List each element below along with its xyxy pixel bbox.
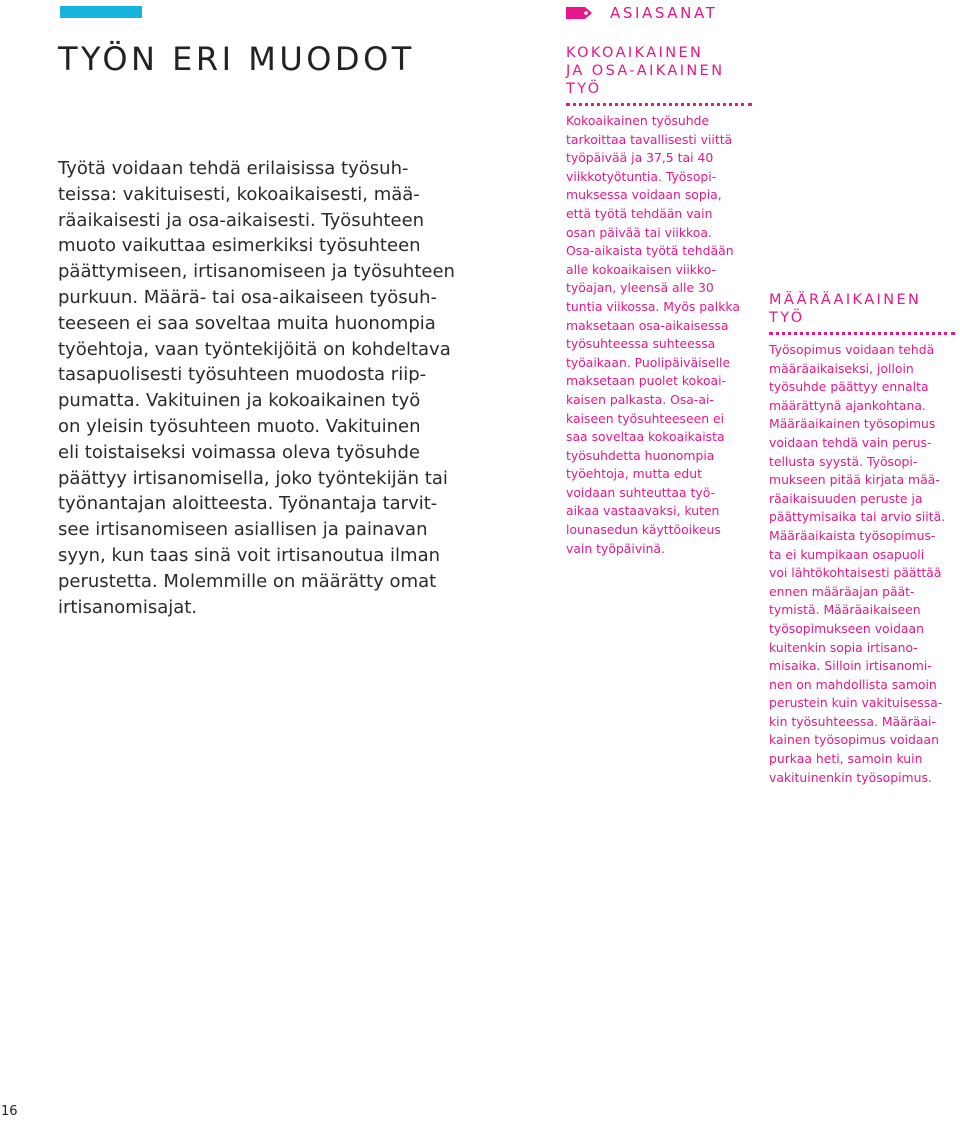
text-line: tarkoittaa tavallisesti viittä — [566, 131, 733, 147]
text-line: irtisanomisajat. — [58, 596, 198, 618]
page-number: 16 — [1, 1104, 18, 1119]
text-line: purkaa heti, samoin kuin — [769, 751, 923, 767]
text-line: maksetaan osa-aikaisessa — [566, 317, 729, 333]
text-line: perustetta. Molemmille on määrätty omat — [58, 570, 437, 592]
text-line: teissa: vakituisesti, kokoaikaisesti, mää- — [58, 183, 420, 205]
text-line: on yleisin työsuhteen muoto. Vakituinen — [58, 415, 421, 437]
text-line: Määräaikainen työsopimus — [769, 416, 936, 432]
text-line: TYÖ — [566, 81, 602, 97]
dotted-divider — [769, 332, 955, 335]
sidebar-heading — [566, 44, 756, 98]
text-line: maksetaan puolet kokoai- — [566, 373, 727, 389]
tag-icon — [566, 7, 592, 19]
text-line: räaikaisuuden peruste ja — [769, 490, 923, 506]
text-line: JA OSA-AIKAINEN — [566, 63, 725, 79]
text-line: työpäivää ja 37,5 tai 40 — [566, 150, 714, 166]
text-line: työsopimukseen voidaan — [769, 620, 924, 636]
page-title: TYÖN ERI MUODOT — [58, 40, 415, 78]
text-line: työnantajan aloitteesta. Työnantaja tarvit- — [58, 493, 438, 515]
sidebar-text — [566, 112, 756, 558]
text-line: päättyy irtisanomisella, joko työntekijän tai — [58, 467, 448, 489]
text-line: misaika. Silloin irtisanomi- — [769, 658, 932, 674]
section-label: ASIASANAT — [610, 4, 718, 22]
text-line: tuntia viikossa. Myös palkka — [566, 298, 740, 314]
text-line: lounasedun käyttöoikeus — [566, 522, 721, 538]
text-line: mukseen pitää kirjata mää- — [769, 472, 940, 488]
text-line: purkuun. Määrä- tai osa-aikaiseen työsuh- — [58, 286, 437, 308]
text-line: työaikaan. Puolipäiväiselle — [566, 354, 731, 370]
text-line: muoto vaikuttaa esimerkiksi työsuhteen — [58, 235, 421, 257]
text-line: ta ei kumpikaan osapuoli — [769, 546, 925, 562]
text-line: räaikaisesti ja osa-aikaisesti. Työsuhteen — [58, 209, 425, 231]
sidebar-heading — [769, 291, 957, 327]
section-header — [566, 2, 717, 24]
text-line: voidaan tehdä vain perus- — [769, 434, 932, 450]
text-line: alle kokoaikaisen viikko- — [566, 261, 716, 277]
text-line: Kokoaikainen työsuhde — [566, 113, 710, 128]
text-line: voi lähtökohtaisesti päättää — [769, 565, 942, 581]
text-line: aikaa vastaavaksi, kuten — [566, 503, 720, 519]
text-line: päättymiseen, irtisanomiseen ja työsuhteen — [58, 261, 455, 283]
text-line: Määräaikaista työsopimus- — [769, 527, 936, 543]
text-line: MÄÄRÄAIKAINEN — [769, 292, 922, 308]
text-line: Osa-aikaista työtä tehdään — [566, 243, 734, 259]
text-line: määrättynä ajankohtana. — [769, 397, 926, 413]
text-line: Työtä voidaan tehdä erilaisissa työsuh- — [58, 158, 409, 179]
text-line: kaisen palkasta. Osa-ai- — [566, 391, 714, 407]
text-line: saa soveltaa kokoaikaista — [566, 429, 725, 445]
text-line: kainen työsopimus voidaan — [769, 732, 939, 748]
dotted-divider — [566, 103, 752, 106]
sidebar-text — [769, 341, 957, 787]
text-line: viikkotyötuntia. Työsopi- — [566, 168, 717, 184]
text-line: työajan, yleensä alle 30 — [566, 280, 714, 296]
text-line: pumatta. Vakituinen ja kokoaikainen työ — [58, 390, 421, 412]
text-line: muksessa voidaan sopia, — [566, 187, 722, 203]
text-line: kin työsuhteessa. Määräai- — [769, 713, 936, 729]
text-line: eli toistaiseksi voimassa oleva työsuhde — [58, 441, 420, 463]
text-line: että työtä tehdään vain — [566, 205, 713, 221]
text-line: osan päivää tai viikkoa. — [566, 224, 712, 240]
text-line: tellusta syystä. Työsopi- — [769, 453, 918, 469]
text-line: perustein kuin vakituisessa- — [769, 695, 943, 711]
text-line: TYÖ — [769, 310, 805, 326]
main-body-text — [58, 156, 455, 620]
text-line: syyn, kun taas sinä voit irtisanoutua ilman — [58, 544, 441, 566]
text-line: kaiseen työsuhteeseen ei — [566, 410, 725, 426]
text-line: päättymisaika tai arvio siitä. — [769, 509, 946, 525]
sidebar-full-time — [566, 44, 756, 558]
accent-bar — [60, 6, 142, 18]
sidebar-fixed-term — [769, 291, 957, 787]
text-line: työehtoja, vaan työntekijöitä on kohdeltava — [58, 338, 451, 360]
text-line: vain työpäivinä. — [566, 540, 665, 556]
text-line: määräaikaiseksi, jolloin — [769, 360, 914, 376]
text-line: see irtisanomiseen asiallisen ja painavan — [58, 519, 428, 541]
text-line: työsuhdetta huonompia — [566, 447, 715, 463]
text-line: kuitenkin sopia irtisano- — [769, 639, 918, 655]
text-line: voidaan suhteuttaa työ- — [566, 484, 716, 500]
text-line: Työsopimus voidaan tehdä — [769, 342, 935, 357]
text-line: työsuhde päättyy ennalta — [769, 379, 929, 395]
text-line: vakituinenkin työsopimus. — [769, 769, 932, 785]
text-line: ennen määräajan päät- — [769, 583, 915, 599]
text-line: työsuhteessa suhteessa — [566, 336, 716, 352]
text-line: nen on mahdollista samoin — [769, 676, 937, 692]
text-line: työehtoja, mutta edut — [566, 466, 702, 482]
text-line: tasapuolisesti työsuhteen muodosta riip- — [58, 364, 427, 386]
text-line: tymistä. Määräaikaiseen — [769, 602, 921, 618]
text-line: KOKOAIKAINEN — [566, 45, 704, 61]
text-line: teeseen ei saa soveltaa muita huonompia — [58, 312, 436, 334]
